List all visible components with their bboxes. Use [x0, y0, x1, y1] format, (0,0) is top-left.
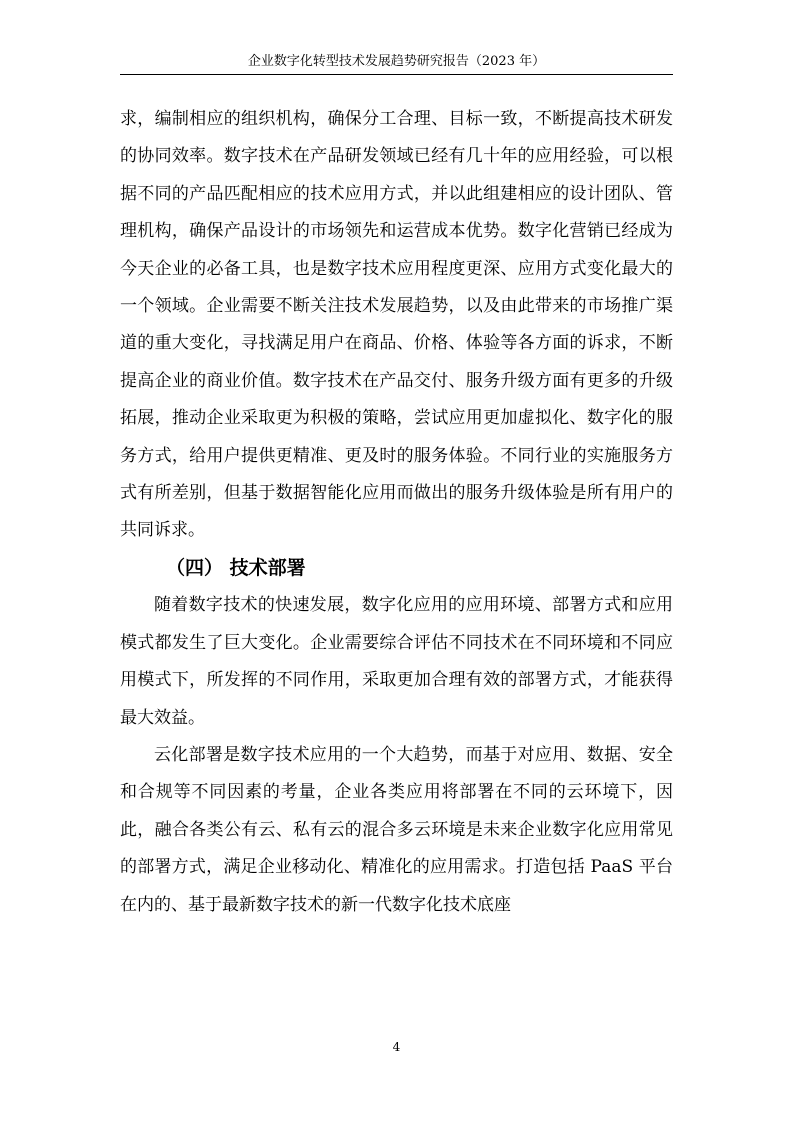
section-heading: （四） 技术部署	[166, 556, 306, 579]
page-number: 4	[392, 1040, 401, 1054]
running-header: 企业数字化转型技术发展趋势研究报告（2023 年）	[120, 52, 673, 75]
paragraph-2: 随着数字技术的快速发展，数字化应用的应用环境、部署方式和应用模式都发生了巨大变化。企业需要综合评估不同技术在不同环境和不同应用模式下，所发挥的不同作用，采取更加合理有效的部署方式，才能获得最大效益。	[120, 595, 673, 728]
paragraph-1: 求，编制相应的组织机构，确保分工合理、目标一致，不断提高技术研发的协同效率。数字技术在产品研发领域已经有几十年的应用经验，可以根据不同的产品匹配相应的技术应用方式，并以此组建相应的设计团队、管理机构，确保产品设计的市场领先和运营成本优势。数字化营销已经成为今天企业的必备工具，也是数字技术应用程度更深、应用方式变化最大的一个领域。企业需要不断关注技术发展趋势，以及由此带来的市场推广渠道的重大变化，寻找满足用户在商品、价格、体验等各方面的诉求，不断提高企业的商业价值。数字技术在产品交付、服务升级方面有更多的升级拓展，推动企业采取更为积极的策略，尝试应用更加虚拟化、数字化的服务方式，给用户提供更精准、更及时的服务体验。不同行业的实施服务方式有所差别，但基于数据智能化应用而做出的服务升级体验是所有用户的共同诉求。	[120, 109, 673, 541]
page-body	[120, 101, 673, 924]
paragraph-3: 云化部署是数字技术应用的一个大趋势，而基于对应用、数据、安全和合规等不同因素的考量，企业各类应用将部署在不同的云环境下，因此，融合各类公有云、私有云的混合多云环境是未来企业数字化应用常见的部署方式，满足企业移动化、精准化的应用需求。打造包括 PaaS 平台在内的、基于最新数字技术的新一代数字化技术底座	[120, 744, 673, 915]
